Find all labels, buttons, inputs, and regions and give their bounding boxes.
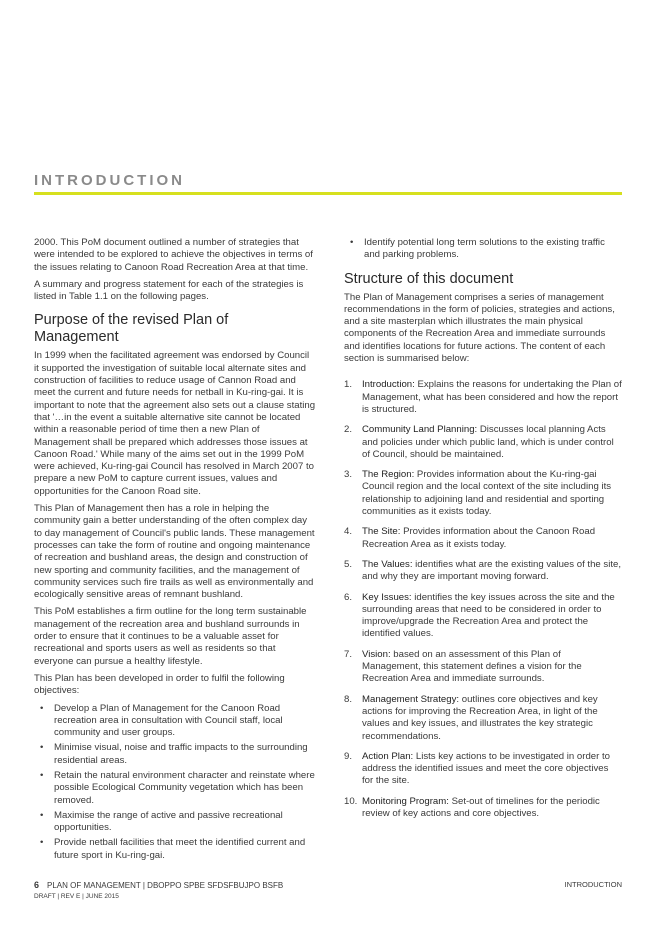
list-item: • Minimise visual, noise and traffic impacts to the surrounding residential areas. [34, 742, 316, 767]
item-label: The Values: [362, 558, 413, 570]
paragraph: This Plan of Management then has a role in helping the community gain a better understanding of the often complex day to day management of Council's public lands. These management processes can take the form of routine and ongoing maintenance of recreation and bushland areas, the design and construction of new sporting and community facilities, and the management of community services such fire trails as well as environmentally and ecologically sensitive areas of remnant bushland. [34, 503, 315, 601]
section-item [344, 379, 622, 416]
item-text: Set-out of timelines for the periodic review of key actions and core objectives. [362, 795, 600, 819]
item-number: 5. [344, 558, 353, 570]
list-item: • Identify potential long term solutions to the existing traffic and parking problems. [344, 237, 622, 262]
right-column [344, 237, 622, 828]
paragraph: This Plan has been developed in order to fulfil the following objectives: [34, 672, 285, 697]
item-text: identifies the key issues across the site and the surrounding areas that need to be considered in order to improve/upgrade the Recreation Area and protect the identified values. [362, 591, 615, 640]
footer-section-name: INTRODUCTION [564, 880, 622, 889]
item-label: Key Issues: [362, 591, 412, 603]
item-label: Action Plan: [362, 750, 414, 762]
paragraph: 2000. This PoM document outlined a number of strategies that were intended to be explored to achieve the objectives in terms of the issues relating to Canoon Road Recreation Area at that time. [34, 237, 313, 273]
page-number: 6 [34, 880, 40, 890]
item-text: Discusses local planning Acts and policies under which public land, which is under control of Council, should be maintained. [362, 424, 614, 460]
item-label: Introduction: [362, 379, 415, 391]
section-item [344, 751, 622, 788]
objectives-list [34, 703, 316, 863]
purpose-heading: Purpose of the revised Plan of Management [34, 312, 229, 346]
structure-heading: Structure of this document [344, 270, 514, 287]
section-item [344, 694, 622, 743]
list-item: • Provide netball facilities that meet the identified current and future sport in Ku-ring-gai. [34, 837, 316, 862]
draft-revision: DRAFT | REV E | JUNE 2015 [34, 893, 119, 900]
sections-list [344, 379, 622, 820]
item-text: Provides information about the Ku-ring-gai Council region and the local context of the site including its relationship to adjoining land and residential and sporting communities as it exists today. [362, 469, 612, 518]
section-item [344, 526, 622, 551]
paragraph: This PoM establishes a firm outline for the long term sustainable management of the recreation area and bushland surrounds in order to ensure that it continues to be a valuable asset for recreational and sports users as well as residents so that everyone can pursue a healthy lifestyle. [34, 606, 307, 667]
section-item [344, 424, 622, 461]
section-item [344, 649, 622, 686]
item-text: Explains the reasons for undertaking the Plan of Management, what has been considered and how the report is structured. [362, 379, 622, 415]
item-label: Community Land Planning: [362, 424, 478, 436]
item-label: The Region: [362, 469, 415, 481]
left-column [34, 237, 316, 866]
item-number: 3. [344, 469, 353, 481]
item-number: 1. [344, 379, 353, 391]
item-text: outlines core objectives and key actions for improving the Recreation Area, in light of the values and key issues, and illustrates the key strategic recommendations. [362, 693, 598, 742]
item-number: 6. [344, 591, 353, 603]
section-item [344, 469, 622, 518]
section-item [344, 592, 622, 641]
item-number: 7. [344, 648, 353, 660]
title-rule [34, 192, 622, 195]
list-item: • Develop a Plan of Management for the Canoon Road recreation area in consultation with Council staff, local community and user groups. [34, 703, 316, 740]
item-text: identifies what are the existing values of the site, and why they are important moving forward. [362, 558, 621, 583]
paragraph: The Plan of Management comprises a series of management recommendations in the form of policies, strategies and actions, and a site masterplan which illustrates the main physical components of the Recreation Area and immediate surrounds and identifies locations for future actions. The content of each section is summarised below: [344, 291, 615, 365]
section-item [344, 796, 622, 821]
item-label: Management Strategy: [362, 693, 460, 705]
item-number: 10. [344, 795, 358, 807]
paragraph: In 1999 when the facilitated agreement was endorsed by Council it supported the investigation of suitable local alternate sites and construction of facilities to reduce usage of Cannon Road and meet the current and future needs for netball in Ku-ring-gai. It is important to note that the agreement also sets out a clause stating that '…in the event a suitable alternative site cannot be located within a reasonable period of time then a new Plan of Management shall be prepared which addresses those issues at Canoon Road.' While many of the aims set out in the 1999 PoM were achieved, Ku-ring-gai Council has resolved in March 2007 to prepare a new PoM to capture current issues, values and opportunities for the Canoon Road site. [34, 350, 316, 497]
item-text: based on an assessment of this Plan of Management, this statement defines a vision for the Recreation Area and immediate surrounds. [362, 648, 582, 685]
item-number: 8. [344, 693, 353, 705]
list-item: • Maximise the range of active and passive recreational opportunities. [34, 810, 316, 835]
list-item: • Retain the natural environment character and reinstate where possible Ecological Community vegetation which has been removed. [34, 770, 316, 807]
item-number: 2. [344, 424, 353, 436]
item-label: Monitoring Program: [362, 795, 449, 807]
section-title: INTRODUCTION [34, 172, 185, 189]
footer-left [34, 880, 283, 890]
item-number: 9. [344, 750, 353, 762]
item-text: Lists key actions to be investigated in order to address the identified issues and meet the core objectives for the site. [362, 750, 610, 787]
section-item [344, 559, 622, 584]
paragraph: A summary and progress statement for each of the strategies is listed in Table 1.1 on the following pages. [34, 278, 304, 303]
item-label: Vision: [362, 648, 391, 660]
document-title: PLAN OF MANAGEMENT | DBOPPO SPBE SFDSFBUJPO BSFB [47, 881, 284, 890]
objectives-list-continued [344, 237, 622, 262]
item-label: The Site: [362, 526, 401, 538]
item-number: 4. [344, 526, 353, 538]
item-text: Provides information about the Canoon Road Recreation Area as it exists today. [362, 526, 596, 550]
